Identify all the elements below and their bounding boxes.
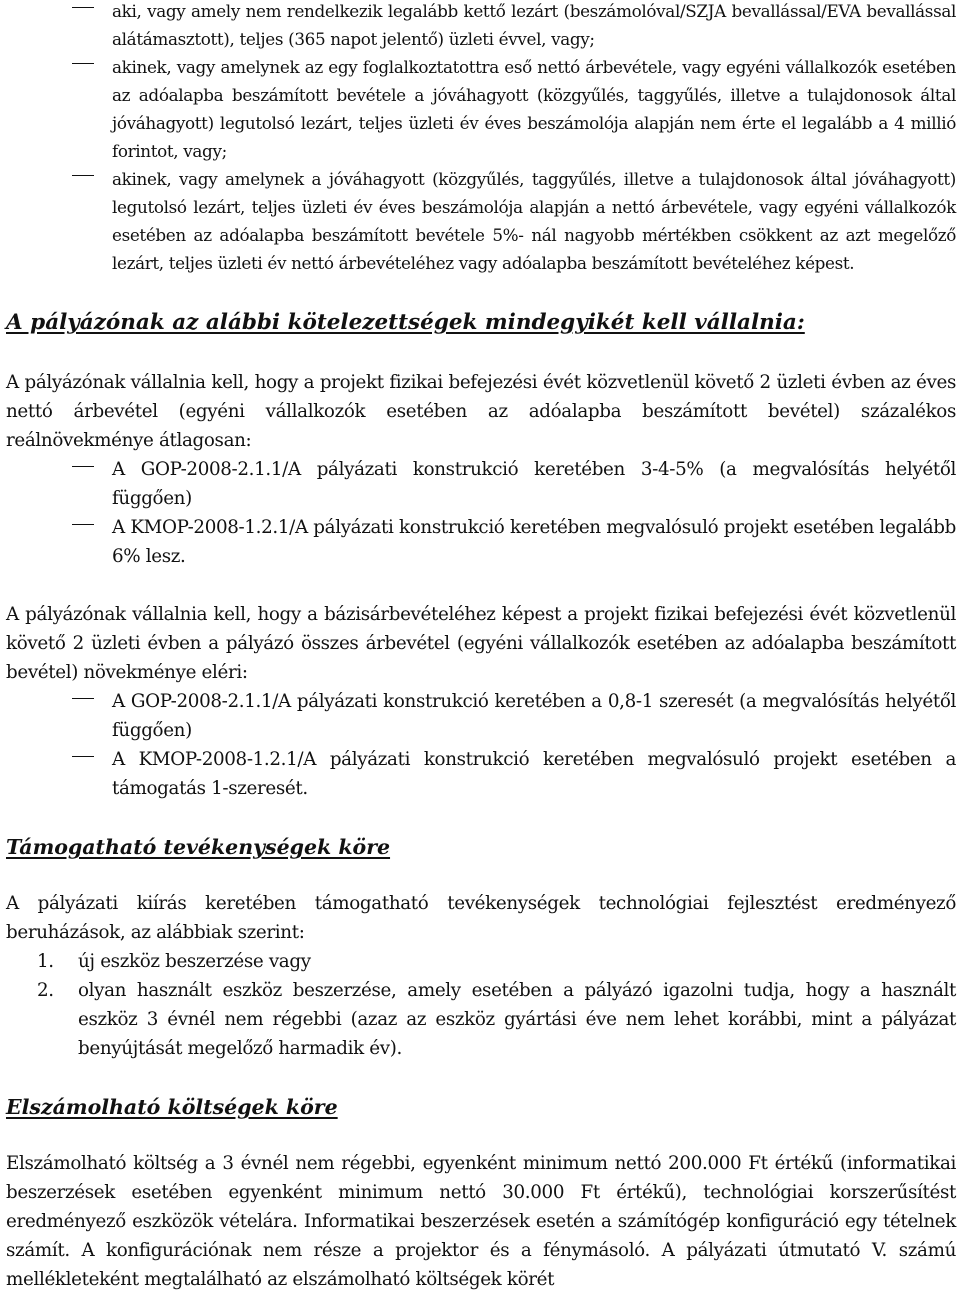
list-item-text: akinek, vagy amelynek az egy foglalkoztatottra eső nettó árbevétele, vagy egyéni vállalkozók esetében az adóalapba beszámított bevétele a jóváhagyott (közgyűlés, taggyűlés, illetve a tulajdonosok által jóváhagyott) legutolsó lezárt, teljes üzleti év éves beszámolója alapján nem érte el legalább a 4 millió forintot, vagy; [112, 57, 956, 161]
dash-bullet [72, 756, 94, 757]
list-item-text: A KMOP-2008-1.2.1/A pályázati konstrukció keretében megvalósuló projekt esetében a támogatás 1-szeresét. [112, 749, 956, 799]
obligation-paragraph-2: A pályázónak vállalnia kell, hogy a bázisárbevételéhez képest a projekt fizikai befejezési évét közvetlenül követő 2 üzleti évben a pályázó összes árbevétel (egyéni vállalkozók esetében az adóalapba beszámított bevétel) növekménye eléri: [6, 604, 956, 683]
eligible-costs-paragraph: Elszámolható költség a 3 évnél nem régebbi, egyenként minimum nettó 200.000 Ft értékű (informatikai beszerzések esetében egyenként minimum nettó 30.000 Ft értékű), technológiai korszerűsítést eredményező eszközök vételára. Informatikai beszerzések esetén a számítógép konfiguráció egy tételnek számít. A konfigurációnak nem része a projektor és a fénymásoló. A pályázati útmutató V. számú mellékleteként megtalálható az elszámolható költségek körét [6, 1153, 956, 1290]
list-item-text: A GOP-2008-2.1.1/A pályázati konstrukció keretében a 0,8-1 szeresét (a megvalósítás helyétől függően) [112, 691, 956, 741]
list-number: 2. [37, 980, 54, 1001]
list-item-text: aki, vagy amely nem rendelkezik legalább kettő lezárt (beszámolóval/SZJA bevallással/EVA bevallással alátámasztott), teljes (365 napot jelentő) üzleti évvel, vagy; [112, 1, 956, 49]
list-item [6, 513, 956, 571]
list-item [6, 976, 956, 1063]
list-item-text: új eszköz beszerzése vagy [78, 951, 311, 972]
list-number: 1. [37, 951, 54, 972]
list-item-text: olyan használt eszköz beszerzése, amely esetében a pályázó igazolni tudja, hogy a használt eszköz 3 évnél nem régebbi (azaz az eszköz gyártási éve nem lehet korábbi, mint a pályázat benyújtását megelőző harmadik év). [78, 980, 956, 1059]
list-item [6, 165, 956, 277]
eligibility-exclusion-list [6, 0, 956, 277]
list-item [6, 947, 956, 976]
dash-bullet [72, 7, 94, 8]
list-item [6, 745, 956, 803]
list-item [6, 53, 956, 165]
obligation-paragraph-1: A pályázónak vállalnia kell, hogy a projekt fizikai befejezési évét közvetlenül követő 2 üzleti évben az éves nettó árbevétel (egyéni vállalkozók esetében az adóalapba beszámított bevétel) százalékos reálnövekménye átlagosan: [6, 372, 956, 451]
supported-activities-list [6, 947, 956, 1063]
document-page [6, 0, 956, 1294]
list-item-text: akinek, vagy amelynek a jóváhagyott (közgyűlés, taggyűlés, illetve a tulajdonosok által jóváhagyott) legutolsó lezárt, teljes üzleti év éves beszámolója alapján a nettó árbevétele, vagy egyéni vállalkozók esetében az adóalapba beszámított bevétele 5%- nál nagyobb mértékben csökkent az azt megelőző lezárt, teljes üzleti év nettó árbevételéhez vagy adóalapba beszámított bevételéhez képest. [112, 169, 956, 273]
dash-bullet [72, 524, 94, 525]
section-heading-supported-activities: Támogatható tevékenységek köre [6, 835, 391, 859]
list-item [6, 455, 956, 513]
dash-bullet [72, 466, 94, 467]
section-heading-eligible-costs: Elszámolható költségek köre [6, 1095, 338, 1119]
list-item-text: A GOP-2008-2.1.1/A pályázati konstrukció keretében 3-4-5% (a megvalósítás helyétől függően) [112, 459, 956, 509]
list-item [6, 687, 956, 745]
dash-bullet [72, 698, 94, 699]
revenue-target-list [6, 687, 956, 803]
growth-target-list [6, 455, 956, 571]
dash-bullet [72, 175, 94, 176]
section-heading-obligations: A pályázónak az alábbi kötelezettségek mindegyikét kell vállalnia: [6, 310, 805, 335]
list-item-text: A KMOP-2008-1.2.1/A pályázati konstrukció keretében megvalósuló projekt esetében legalább 6% lesz. [112, 517, 956, 567]
dash-bullet [72, 63, 94, 64]
list-item [6, 0, 956, 53]
supported-activities-paragraph: A pályázati kiírás keretében támogatható tevékenységek technológiai fejlesztést eredményező beruházások, az alábbiak szerint: [6, 893, 956, 943]
